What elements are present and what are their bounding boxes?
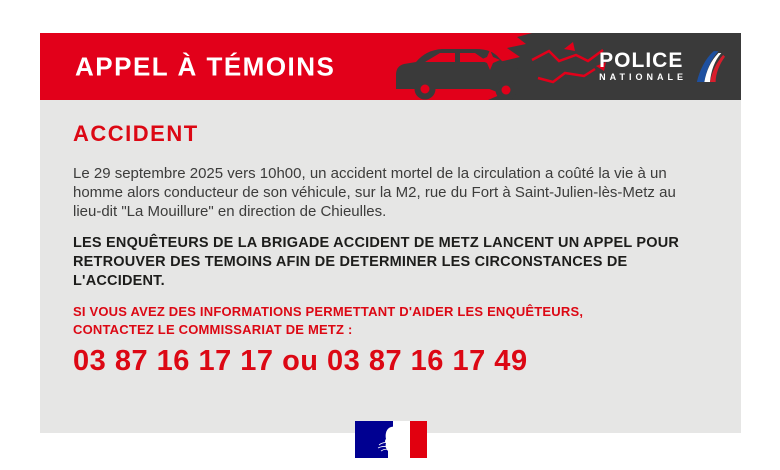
poster-title: APPEL À TÉMOINS — [75, 51, 336, 81]
appeal-poster — [40, 33, 741, 433]
phone-numbers: 03 87 16 17 17 ou 03 87 16 17 49 — [73, 345, 528, 377]
header-band — [40, 33, 741, 100]
incident-description: Le 29 septembre 2025 vers 10h00, un accident mortel de la circulation a coûté la vie à un homme alors conducteur de son véhicule, sur la M2, rue du Fort à Saint-Julien-lès-Metz au lieu-dit "La Mouillure" en direction de Chieulles. — [73, 165, 676, 220]
contact-line-1: SI VOUS AVEZ DES INFORMATIONS PERMETTANT D'AIDER LES ENQUÊTEURS, — [73, 304, 584, 319]
witness-appeal-text: LES ENQUÊTEURS DE LA BRIGADE ACCIDENT DE METZ LANCENT UN APPEL POUR RETROUVER DES TEMOINS AFIN DE DETERMINER LES CIRCONSTANCES DE L'ACCIDENT. — [73, 235, 680, 289]
police-nationale-logo — [599, 50, 725, 84]
police-logo-name: POLICE — [599, 48, 684, 72]
police-flame-icon — [695, 50, 725, 84]
contact-line-2: CONTACTEZ LE COMMISSARIAT DE METZ : — [73, 322, 353, 337]
contact-instructions — [73, 303, 701, 339]
marianne-tricolore-icon — [355, 421, 427, 458]
content-panel — [40, 100, 741, 433]
accident-heading: ACCIDENT — [73, 121, 199, 146]
police-logo-subname: NATIONALE — [599, 71, 687, 82]
